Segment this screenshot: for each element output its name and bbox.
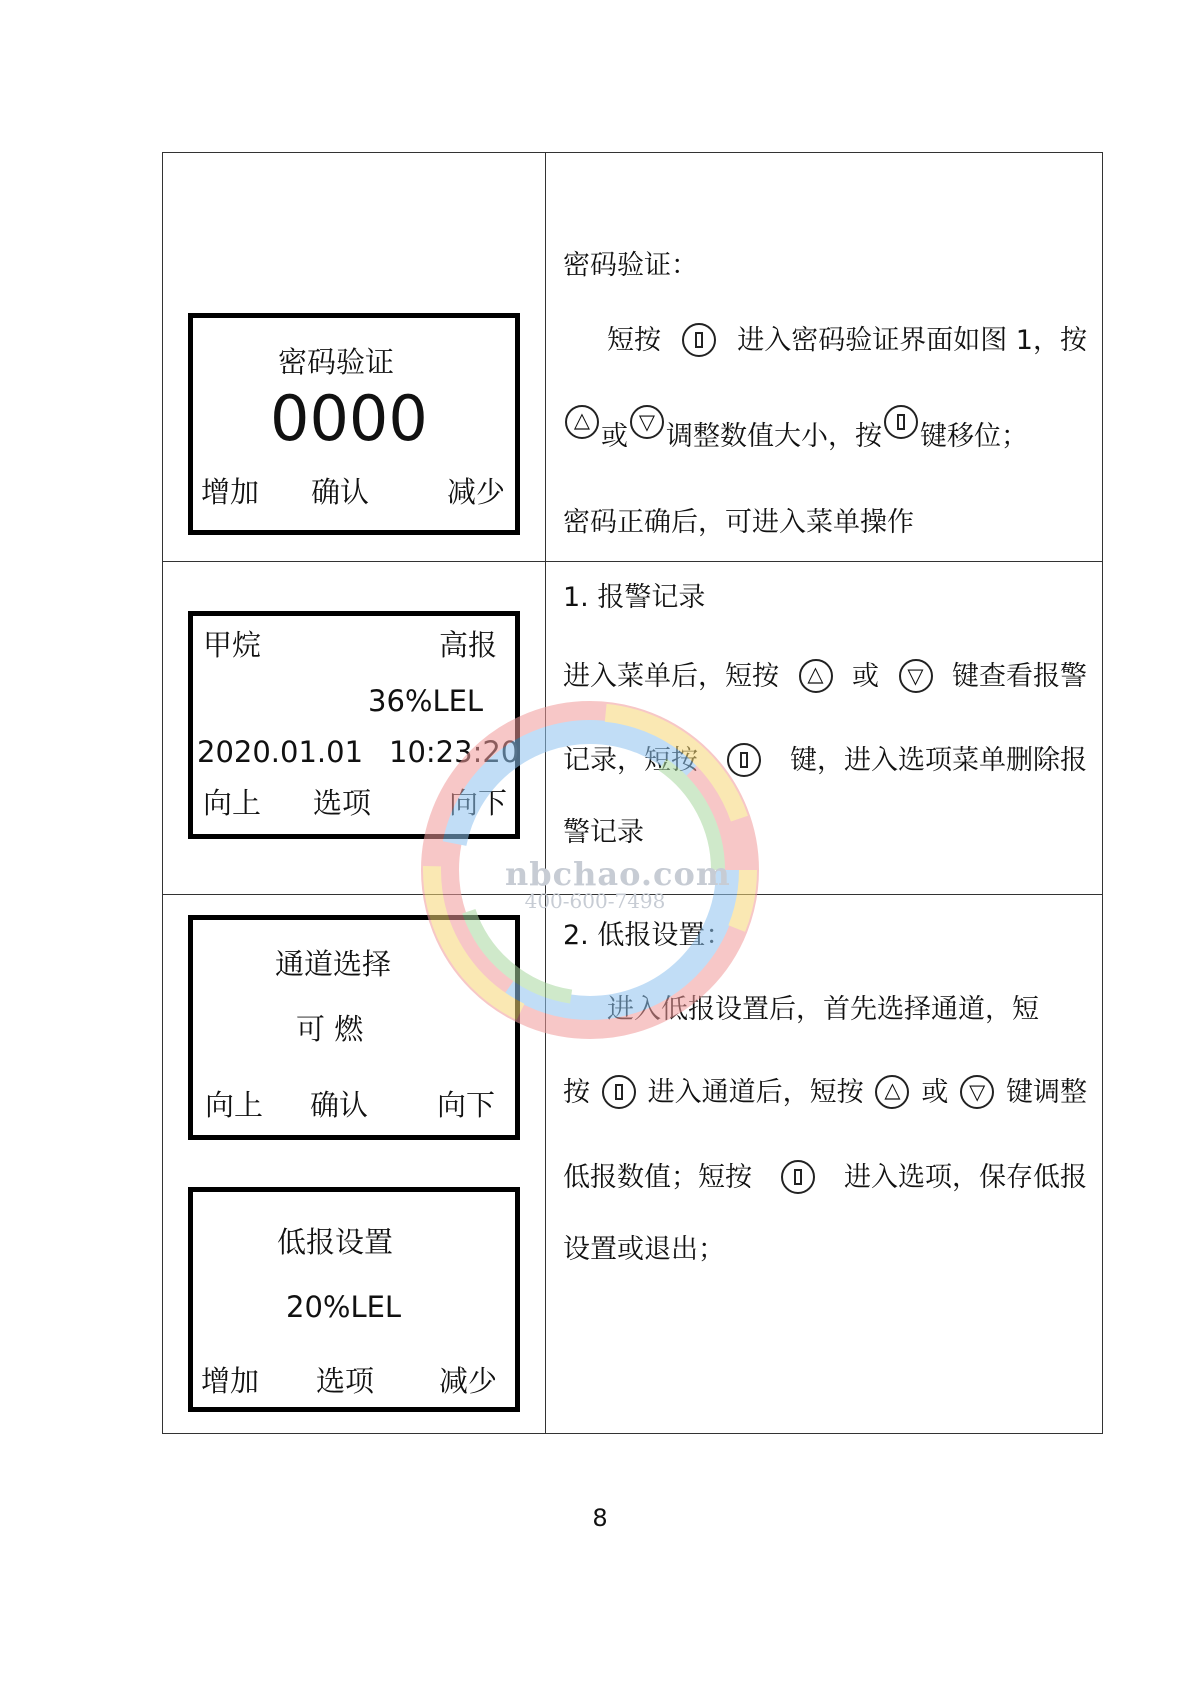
text-fragment: 低报数值；短按 (563, 1161, 752, 1193)
down-key-icon (960, 1075, 994, 1109)
down-key-icon (899, 659, 933, 693)
text-fragment: 进入选项，保存低报 (844, 1161, 1087, 1193)
screen-cell (163, 562, 546, 895)
text-fragment: 或 (852, 660, 879, 692)
description-line: 密码正确后，可进入菜单操作 (563, 507, 914, 538)
alarm-level: 高报 (439, 628, 498, 662)
content-table (162, 152, 1103, 1434)
alarm-time: 10:23:20 (389, 735, 520, 769)
enter-key-icon (727, 743, 761, 777)
enter-key-icon (602, 1075, 636, 1109)
description-line: 警记录 (563, 817, 644, 848)
softkey-left: 向上 (205, 1088, 264, 1122)
section-heading: 2. 低报设置： (563, 920, 733, 951)
section-heading: 1. 报警记录 (563, 582, 706, 613)
text-fragment: 键移位； (920, 421, 1028, 452)
channel-select-screen (188, 915, 520, 1140)
text-fragment: 或 (921, 1076, 949, 1108)
description-line (563, 743, 1087, 777)
password-screen (188, 313, 520, 535)
softkey-middle: 选项 (313, 786, 372, 820)
screen-cell (163, 153, 546, 562)
password-value: 0000 (270, 382, 428, 455)
description-line (563, 1160, 1087, 1194)
gas-name: 甲烷 (203, 628, 262, 662)
text-fragment: 进入菜单后，短按 (563, 660, 779, 692)
text-fragment: 或 (601, 421, 628, 452)
description-line (607, 323, 1087, 357)
softkey-left: 增加 (201, 475, 260, 509)
enter-key-icon (884, 405, 918, 439)
text-fragment: 按 (563, 1076, 590, 1108)
description-line (563, 1075, 1087, 1109)
softkey-left: 向上 (203, 786, 262, 820)
table-row (163, 153, 1103, 562)
watermark-site: nbchao.com (505, 855, 731, 893)
enter-key-icon (781, 1160, 815, 1194)
text-fragment: 记录，短按 (563, 744, 698, 776)
screen-title: 低报设置 (277, 1225, 394, 1259)
low-alarm-value: 20%LEL (286, 1290, 402, 1324)
softkey-right: 减少 (447, 475, 506, 509)
alarm-date: 2020.01.01 (197, 735, 364, 769)
concentration-value: 36%LEL (368, 684, 484, 718)
table-row (163, 895, 1103, 1434)
softkey-right: 减少 (439, 1364, 498, 1398)
up-key-icon (799, 659, 833, 693)
up-key-icon (565, 405, 599, 439)
description-cell (546, 562, 1103, 895)
softkey-middle: 确认 (311, 475, 370, 509)
text-fragment: 调整数值大小，按 (666, 421, 882, 452)
enter-key-icon (682, 323, 716, 357)
screen-title: 密码验证 (278, 345, 395, 379)
up-key-icon (875, 1075, 909, 1109)
channel-value: 可 燃 (296, 1012, 364, 1046)
low-alarm-screen (188, 1187, 520, 1412)
page-number: 8 (592, 1504, 608, 1532)
description-line: 进入低报设置后，首先选择通道，短 (607, 994, 1039, 1025)
softkey-middle: 确认 (310, 1088, 369, 1122)
text-fragment: 键，进入选项菜单删除报 (790, 744, 1087, 776)
section-heading: 密码验证： (563, 250, 698, 281)
description-cell (546, 153, 1103, 562)
watermark-phone: 400-600-7498 (524, 889, 666, 913)
softkey-middle: 选项 (316, 1364, 375, 1398)
screen-cell (163, 895, 546, 1434)
table-row (163, 562, 1103, 895)
softkey-left: 增加 (201, 1364, 260, 1398)
screen-title: 通道选择 (275, 947, 392, 981)
softkey-right: 向下 (437, 1088, 496, 1122)
text-fragment: 短按 (607, 324, 661, 356)
description-line: 设置或退出； (563, 1234, 725, 1265)
description-line (563, 659, 1087, 693)
down-key-icon (630, 405, 664, 439)
text-fragment: 进入通道后，短按 (647, 1076, 864, 1108)
text-fragment: 键查看报警 (952, 660, 1087, 692)
alarm-record-screen (188, 611, 520, 839)
text-fragment: 进入密码验证界面如图 1，按 (737, 324, 1087, 356)
description-line (563, 405, 1087, 450)
description-cell (546, 895, 1103, 1434)
softkey-right: 向下 (449, 786, 508, 820)
text-fragment: 键调整 (1005, 1076, 1087, 1108)
